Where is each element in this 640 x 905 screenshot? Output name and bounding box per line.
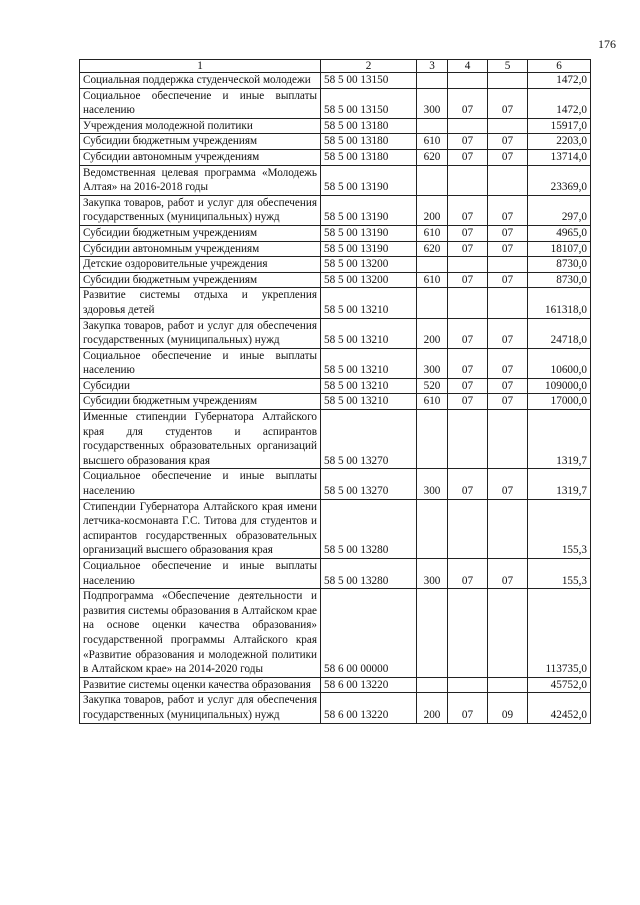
row-name-cell: Субсидии автономным учреждениям <box>80 241 321 257</box>
row-name-cell: Развитие системы оценки качества образования <box>80 677 321 693</box>
amount-cell: 1319,7 <box>528 410 591 469</box>
target-code-cell: 58 6 00 00000 <box>321 589 417 678</box>
section-cell <box>448 73 488 89</box>
row-name-cell: Развитие системы отдыха и укрепления здоровья детей <box>80 288 321 318</box>
target-code-cell: 58 5 00 13200 <box>321 257 417 273</box>
section-cell <box>448 288 488 318</box>
row-name-cell: Субсидии автономным учреждениям <box>80 149 321 165</box>
target-code-cell: 58 5 00 13200 <box>321 272 417 288</box>
target-code-cell: 58 6 00 13220 <box>321 693 417 723</box>
amount-cell: 10600,0 <box>528 348 591 378</box>
table-row <box>80 469 591 499</box>
subsection-cell: 07 <box>488 469 528 499</box>
table-row <box>80 677 591 693</box>
column-header: 2 <box>321 60 417 73</box>
expense-type-cell: 610 <box>417 225 448 241</box>
expense-type-cell: 610 <box>417 394 448 410</box>
subsection-cell <box>488 257 528 273</box>
section-cell: 07 <box>448 195 488 225</box>
target-code-cell: 58 5 00 13190 <box>321 195 417 225</box>
expense-type-cell: 610 <box>417 134 448 150</box>
subsection-cell <box>488 677 528 693</box>
section-cell: 07 <box>448 134 488 150</box>
table-header-row <box>80 60 591 73</box>
amount-cell: 2203,0 <box>528 134 591 150</box>
amount-cell: 4965,0 <box>528 225 591 241</box>
amount-cell: 23369,0 <box>528 165 591 195</box>
table-row <box>80 693 591 723</box>
expense-type-cell: 300 <box>417 348 448 378</box>
table-row <box>80 88 591 118</box>
section-cell <box>448 499 488 558</box>
subsection-cell <box>488 499 528 558</box>
target-code-cell: 58 5 00 13270 <box>321 410 417 469</box>
target-code-cell: 58 5 00 13190 <box>321 241 417 257</box>
subsection-cell: 07 <box>488 272 528 288</box>
row-name-cell: Закупка товаров, работ и услуг для обеспечения государственных (муниципальных) нужд <box>80 195 321 225</box>
subsection-cell: 07 <box>488 225 528 241</box>
target-code-cell: 58 5 00 13150 <box>321 88 417 118</box>
subsection-cell: 07 <box>488 348 528 378</box>
section-cell: 07 <box>448 149 488 165</box>
subsection-cell: 07 <box>488 559 528 589</box>
amount-cell: 1319,7 <box>528 469 591 499</box>
expense-type-cell <box>417 73 448 89</box>
section-cell: 07 <box>448 272 488 288</box>
column-header: 6 <box>528 60 591 73</box>
target-code-cell: 58 5 00 13270 <box>321 469 417 499</box>
expense-type-cell: 200 <box>417 195 448 225</box>
table-row <box>80 241 591 257</box>
expense-type-cell <box>417 165 448 195</box>
amount-cell: 1472,0 <box>528 73 591 89</box>
target-code-cell: 58 5 00 13190 <box>321 165 417 195</box>
section-cell <box>448 118 488 134</box>
column-header: 5 <box>488 60 528 73</box>
amount-cell: 13714,0 <box>528 149 591 165</box>
table-row <box>80 149 591 165</box>
section-cell: 07 <box>448 225 488 241</box>
amount-cell: 1472,0 <box>528 88 591 118</box>
table-row <box>80 118 591 134</box>
expense-type-cell: 620 <box>417 149 448 165</box>
expense-type-cell: 620 <box>417 241 448 257</box>
target-code-cell: 58 5 00 13280 <box>321 559 417 589</box>
section-cell: 07 <box>448 394 488 410</box>
target-code-cell: 58 5 00 13150 <box>321 73 417 89</box>
row-name-cell: Социальное обеспечение и иные выплаты населению <box>80 559 321 589</box>
budget-table <box>79 59 591 724</box>
page-number: 176 <box>598 37 616 51</box>
amount-cell: 161318,0 <box>528 288 591 318</box>
subsection-cell: 07 <box>488 88 528 118</box>
row-name-cell: Субсидии <box>80 378 321 394</box>
subsection-cell: 07 <box>488 149 528 165</box>
row-name-cell: Ведомственная целевая программа «Молодежь Алтая» на 2016-2018 годы <box>80 165 321 195</box>
expense-type-cell <box>417 589 448 678</box>
table-row <box>80 559 591 589</box>
table-row <box>80 394 591 410</box>
table-row <box>80 410 591 469</box>
amount-cell: 297,0 <box>528 195 591 225</box>
row-name-cell: Социальное обеспечение и иные выплаты населению <box>80 348 321 378</box>
table-row <box>80 165 591 195</box>
row-name-cell: Стипендии Губернатора Алтайского края имени летчика-космонавта Г.С. Титова для студентов и аспирантов государственных образовательных организаций высшего образования края <box>80 499 321 558</box>
target-code-cell: 58 6 00 13220 <box>321 677 417 693</box>
section-cell: 07 <box>448 88 488 118</box>
target-code-cell: 58 5 00 13280 <box>321 499 417 558</box>
section-cell <box>448 589 488 678</box>
table-row <box>80 288 591 318</box>
section-cell <box>448 257 488 273</box>
subsection-cell <box>488 165 528 195</box>
row-name-cell: Закупка товаров, работ и услуг для обеспечения государственных (муниципальных) нужд <box>80 693 321 723</box>
table-row <box>80 272 591 288</box>
table-row <box>80 225 591 241</box>
row-name-cell: Социальная поддержка студенческой молодежи <box>80 73 321 89</box>
amount-cell: 15917,0 <box>528 118 591 134</box>
target-code-cell: 58 5 00 13210 <box>321 348 417 378</box>
expense-type-cell <box>417 257 448 273</box>
amount-cell: 42452,0 <box>528 693 591 723</box>
column-header: 4 <box>448 60 488 73</box>
table-row <box>80 499 591 558</box>
section-cell <box>448 410 488 469</box>
expense-type-cell: 200 <box>417 318 448 348</box>
target-code-cell: 58 5 00 13180 <box>321 134 417 150</box>
row-name-cell: Социальное обеспечение и иные выплаты населению <box>80 88 321 118</box>
section-cell: 07 <box>448 241 488 257</box>
section-cell: 07 <box>448 318 488 348</box>
table-row <box>80 348 591 378</box>
amount-cell: 113735,0 <box>528 589 591 678</box>
subsection-cell <box>488 73 528 89</box>
subsection-cell: 07 <box>488 134 528 150</box>
table-row <box>80 378 591 394</box>
table-row <box>80 318 591 348</box>
expense-type-cell: 200 <box>417 693 448 723</box>
expense-type-cell <box>417 118 448 134</box>
subsection-cell <box>488 589 528 678</box>
row-name-cell: Учреждения молодежной политики <box>80 118 321 134</box>
subsection-cell: 09 <box>488 693 528 723</box>
subsection-cell <box>488 288 528 318</box>
amount-cell: 24718,0 <box>528 318 591 348</box>
subsection-cell: 07 <box>488 318 528 348</box>
expense-type-cell: 300 <box>417 559 448 589</box>
table-row <box>80 134 591 150</box>
amount-cell: 155,3 <box>528 499 591 558</box>
section-cell: 07 <box>448 378 488 394</box>
table-row <box>80 195 591 225</box>
subsection-cell: 07 <box>488 241 528 257</box>
expense-type-cell: 300 <box>417 88 448 118</box>
row-name-cell: Субсидии бюджетным учреждениям <box>80 394 321 410</box>
section-cell: 07 <box>448 559 488 589</box>
row-name-cell: Социальное обеспечение и иные выплаты населению <box>80 469 321 499</box>
table-row <box>80 73 591 89</box>
expense-type-cell: 300 <box>417 469 448 499</box>
table-row <box>80 257 591 273</box>
section-cell <box>448 165 488 195</box>
target-code-cell: 58 5 00 13180 <box>321 149 417 165</box>
subsection-cell: 07 <box>488 378 528 394</box>
section-cell: 07 <box>448 469 488 499</box>
section-cell <box>448 677 488 693</box>
row-name-cell: Субсидии бюджетным учреждениям <box>80 272 321 288</box>
amount-cell: 17000,0 <box>528 394 591 410</box>
expense-type-cell <box>417 677 448 693</box>
expense-type-cell: 520 <box>417 378 448 394</box>
row-name-cell: Детские оздоровительные учреждения <box>80 257 321 273</box>
column-header: 1 <box>80 60 321 73</box>
expense-type-cell: 610 <box>417 272 448 288</box>
expense-type-cell <box>417 288 448 318</box>
subsection-cell <box>488 118 528 134</box>
expense-type-cell <box>417 499 448 558</box>
row-name-cell: Субсидии бюджетным учреждениям <box>80 134 321 150</box>
subsection-cell: 07 <box>488 394 528 410</box>
section-cell: 07 <box>448 693 488 723</box>
row-name-cell: Субсидии бюджетным учреждениям <box>80 225 321 241</box>
target-code-cell: 58 5 00 13180 <box>321 118 417 134</box>
subsection-cell: 07 <box>488 195 528 225</box>
subsection-cell <box>488 410 528 469</box>
amount-cell: 155,3 <box>528 559 591 589</box>
amount-cell: 45752,0 <box>528 677 591 693</box>
table-row <box>80 589 591 678</box>
amount-cell: 109000,0 <box>528 378 591 394</box>
section-cell: 07 <box>448 348 488 378</box>
row-name-cell: Подпрограмма «Обеспечение деятельности и развития системы образования в Алтайском крае на основе оценки качества образования» государственной программы Алтайского края «Развитие образования и молодежной политики в Алтайском крае» на 2014-2020 годы <box>80 589 321 678</box>
target-code-cell: 58 5 00 13190 <box>321 225 417 241</box>
amount-cell: 8730,0 <box>528 272 591 288</box>
row-name-cell: Закупка товаров, работ и услуг для обеспечения государственных (муниципальных) нужд <box>80 318 321 348</box>
target-code-cell: 58 5 00 13210 <box>321 288 417 318</box>
target-code-cell: 58 5 00 13210 <box>321 378 417 394</box>
row-name-cell: Именные стипендии Губернатора Алтайского края для студентов и аспирантов государственных образовательных организаций высшего образования края <box>80 410 321 469</box>
expense-type-cell <box>417 410 448 469</box>
column-header: 3 <box>417 60 448 73</box>
target-code-cell: 58 5 00 13210 <box>321 394 417 410</box>
target-code-cell: 58 5 00 13210 <box>321 318 417 348</box>
amount-cell: 18107,0 <box>528 241 591 257</box>
amount-cell: 8730,0 <box>528 257 591 273</box>
